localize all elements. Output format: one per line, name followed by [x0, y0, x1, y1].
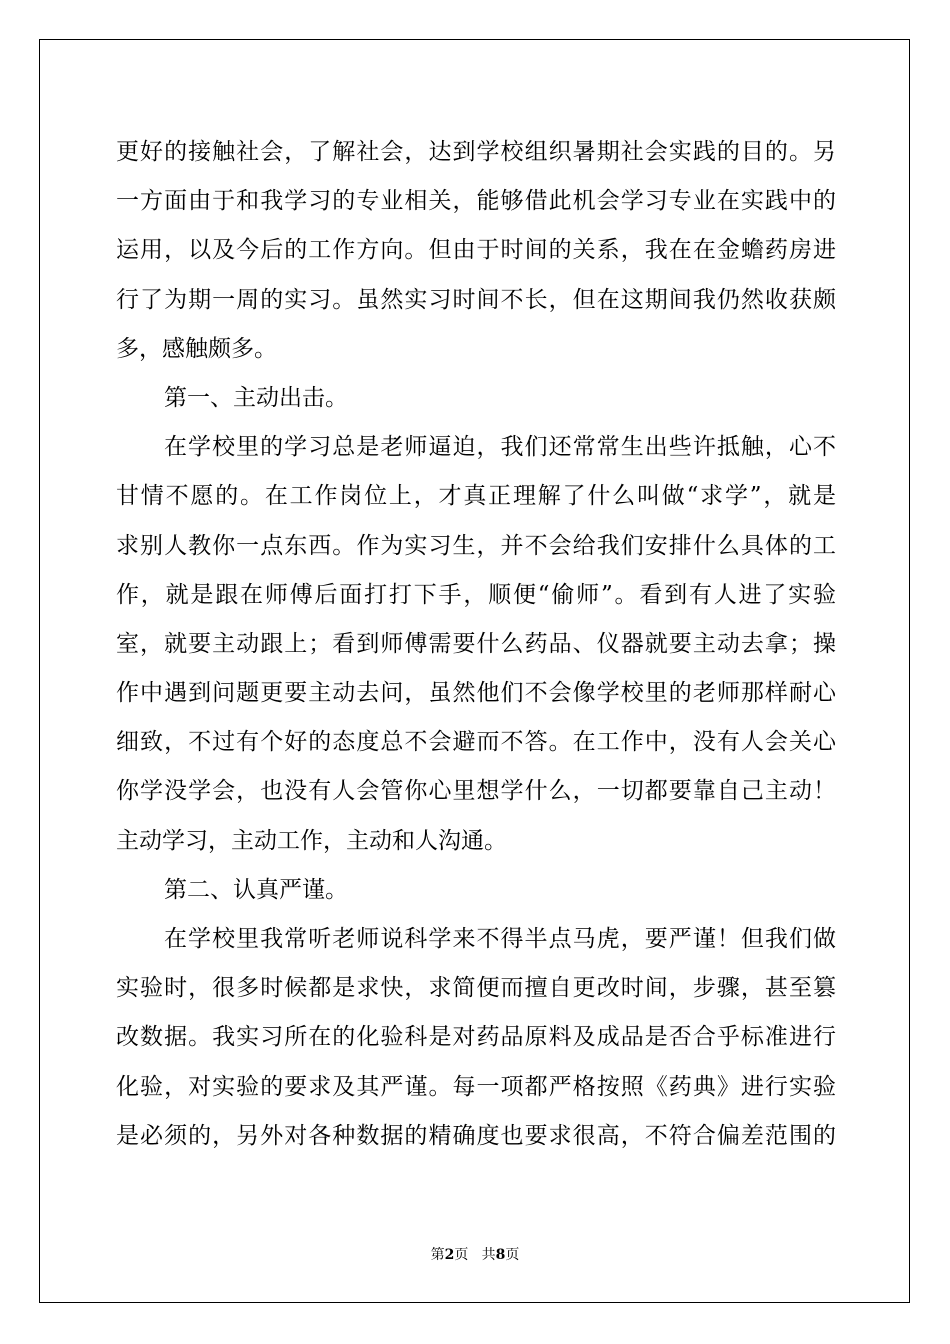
text-line: 甘情不愿的。在工作岗位上，才真正理解了什么叫做“求学”，就是 — [116, 483, 836, 510]
text-line: 你学没学会，也没有人会管你心里想学什么，一切都要靠自己主动！ — [116, 778, 836, 805]
section-heading-1: 第一、主动出击。 — [164, 384, 348, 411]
text-line: 行了为期一周的实习。虽然实习时间不长，但在这期间我仍然收获颇 — [116, 286, 836, 313]
text-line: 改数据。我实习所在的化验科是对药品原料及成品是否合乎标准进行 — [116, 1024, 836, 1051]
text-line: 室，就要主动跟上；看到师傅需要什么药品、仪器就要主动去拿；操 — [116, 630, 836, 657]
text-line: 作中遇到问题更要主动去问，虽然他们不会像学校里的老师那样耐心 — [116, 680, 836, 707]
text-line: 一方面由于和我学习的专业相关，能够借此机会学习专业在实践中的 — [116, 188, 836, 215]
document-body — [116, 128, 836, 1161]
text-line: 化验，对实验的要求及其严谨。每一项都严格按照《药典》进行实验 — [116, 1073, 836, 1100]
text-line: 实验时，很多时候都是求快，求简便而擅自更改时间，步骤，甚至篡 — [116, 975, 836, 1002]
page-prefix: 第 — [430, 1247, 445, 1263]
text-line: 在学校里我常听老师说科学来不得半点马虎，要严谨！但我们做 — [164, 926, 836, 952]
text-line: 运用，以及今后的工作方向。但由于时间的关系，我在在金蟾药房进 — [116, 237, 836, 264]
text-line: 在学校里的学习总是老师逼迫，我们还常常生出些许抵触，心不 — [164, 434, 836, 461]
text-line: 作，就是跟在师傅后面打打下手，顺便“偷师”。看到有人进了实验 — [116, 581, 836, 608]
text-line: 多，感触颇多。 — [116, 335, 277, 362]
page-footer — [0, 1244, 950, 1264]
total-suffix: 页 — [505, 1247, 520, 1263]
page-suffix: 页 — [454, 1247, 469, 1263]
total-prefix: 共 — [481, 1247, 496, 1263]
total-pages: 8 — [495, 1247, 506, 1263]
text-line: 更好的接触社会，了解社会，达到学校组织暑期社会实践的目的。另 — [116, 139, 836, 165]
text-line: 细致，不过有个好的态度总不会避而不答。在工作中，没有人会关心 — [116, 729, 836, 756]
text-line: 主动学习，主动工作，主动和人沟通。 — [116, 827, 507, 854]
page-number: 2 — [444, 1247, 455, 1263]
section-heading-2: 第二、认真严谨。 — [164, 876, 348, 903]
text-line: 求别人教你一点东西。作为实习生，并不会给我们安排什么具体的工 — [116, 532, 836, 559]
text-line: 是必须的，另外对各种数据的精确度也要求很高，不符合偏差范围的 — [116, 1122, 836, 1149]
